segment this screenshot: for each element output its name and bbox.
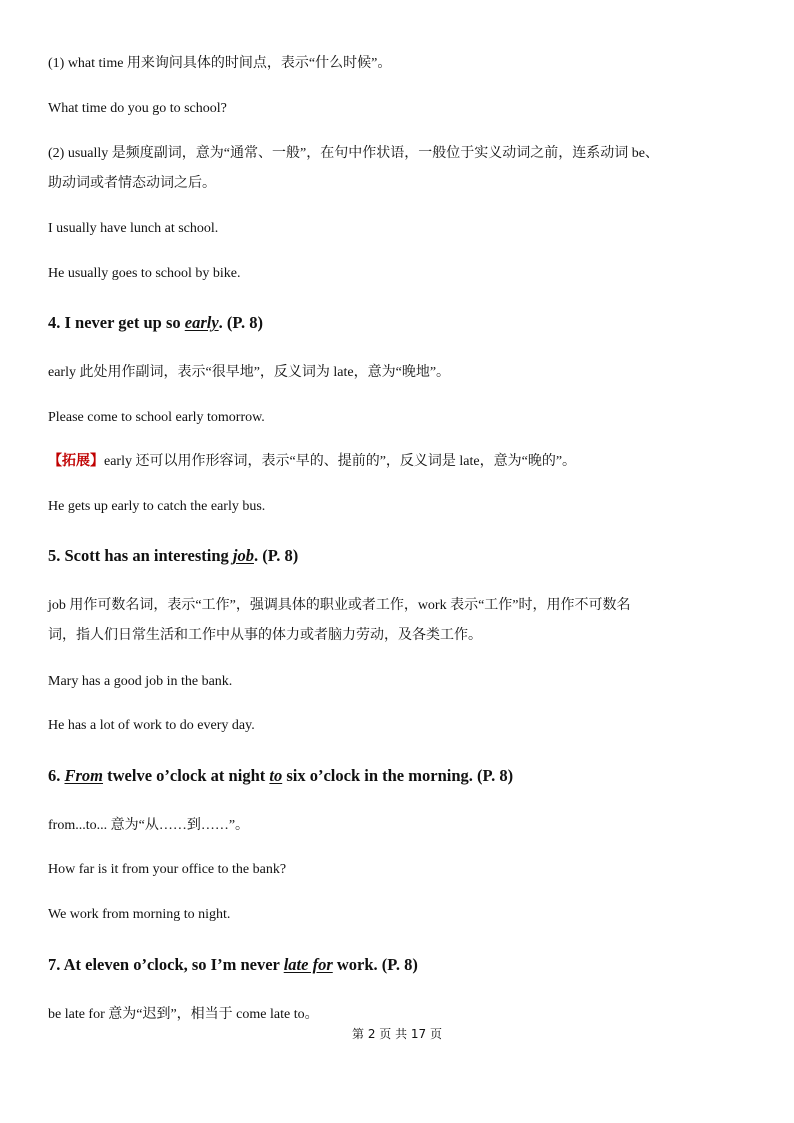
extension-note: 【拓展】early 还可以用作形容词，表示“早的、提前的”，反义词是 late，意为“晚的”。 — [48, 454, 577, 469]
key-word: job — [232, 546, 254, 565]
key-word: From — [64, 766, 104, 785]
example-sentence: He has a lot of work to do every day. — [48, 718, 255, 733]
note-line: 词，指人们日常生活和工作中从事的体力或者脑力劳动，及各类工作。 — [48, 628, 482, 643]
key-word: early — [184, 313, 219, 332]
note-line: from...to... 意为“从……到……”。 — [48, 818, 250, 833]
extension-tag: 【拓展】 — [48, 454, 104, 469]
key-word: to — [269, 766, 283, 785]
example-sentence: He gets up early to catch the early bus. — [48, 499, 266, 514]
note-line: 助动词或者情态动词之后。 — [48, 176, 216, 191]
example-sentence: Mary has a good job in the bank. — [48, 674, 233, 689]
section-heading-6: 6. From twelve o’clock at night to six o’clock in the morning. (P. 8) — [48, 766, 514, 785]
example-sentence: Please come to school early tomorrow. — [48, 410, 265, 425]
example-sentence: How far is it from your office to the bank? — [48, 862, 287, 877]
note-line: job 用作可数名词，表示“工作”，强调具体的职业或者工作，work 表示“工作”时，用作不可数名 — [48, 598, 631, 613]
page-number-footer: 第 2 页 共 17 页 — [352, 1027, 442, 1041]
note-line: (1) what time 用来询问具体的时间点，表示“什么时候”。 — [48, 56, 392, 71]
section-heading-5: 5. Scott has an interesting job. (P. 8) — [48, 546, 299, 565]
example-sentence: He usually goes to school by bike. — [48, 266, 241, 281]
example-sentence: What time do you go to school? — [48, 101, 227, 116]
section-heading-4: 4. I never get up so early. (P. 8) — [48, 313, 263, 332]
key-word: late for — [283, 955, 333, 974]
note-line: be late for 意为“迟到”，相当于 come late to。 — [48, 1007, 319, 1022]
example-sentence: I usually have lunch at school. — [48, 221, 219, 236]
note-line: (2) usually 是频度副词，意为“通常、一般”，在句中作状语，一般位于实义动词之前，连系动词 be、 — [48, 146, 659, 161]
section-heading-7: 7. At eleven o’clock, so I’m never late for work. (P. 8) — [48, 955, 418, 974]
example-sentence: We work from morning to night. — [48, 907, 231, 922]
note-line: early 此处用作副词，表示“很早地”，反义词为 late，意为“晚地”。 — [48, 365, 451, 380]
